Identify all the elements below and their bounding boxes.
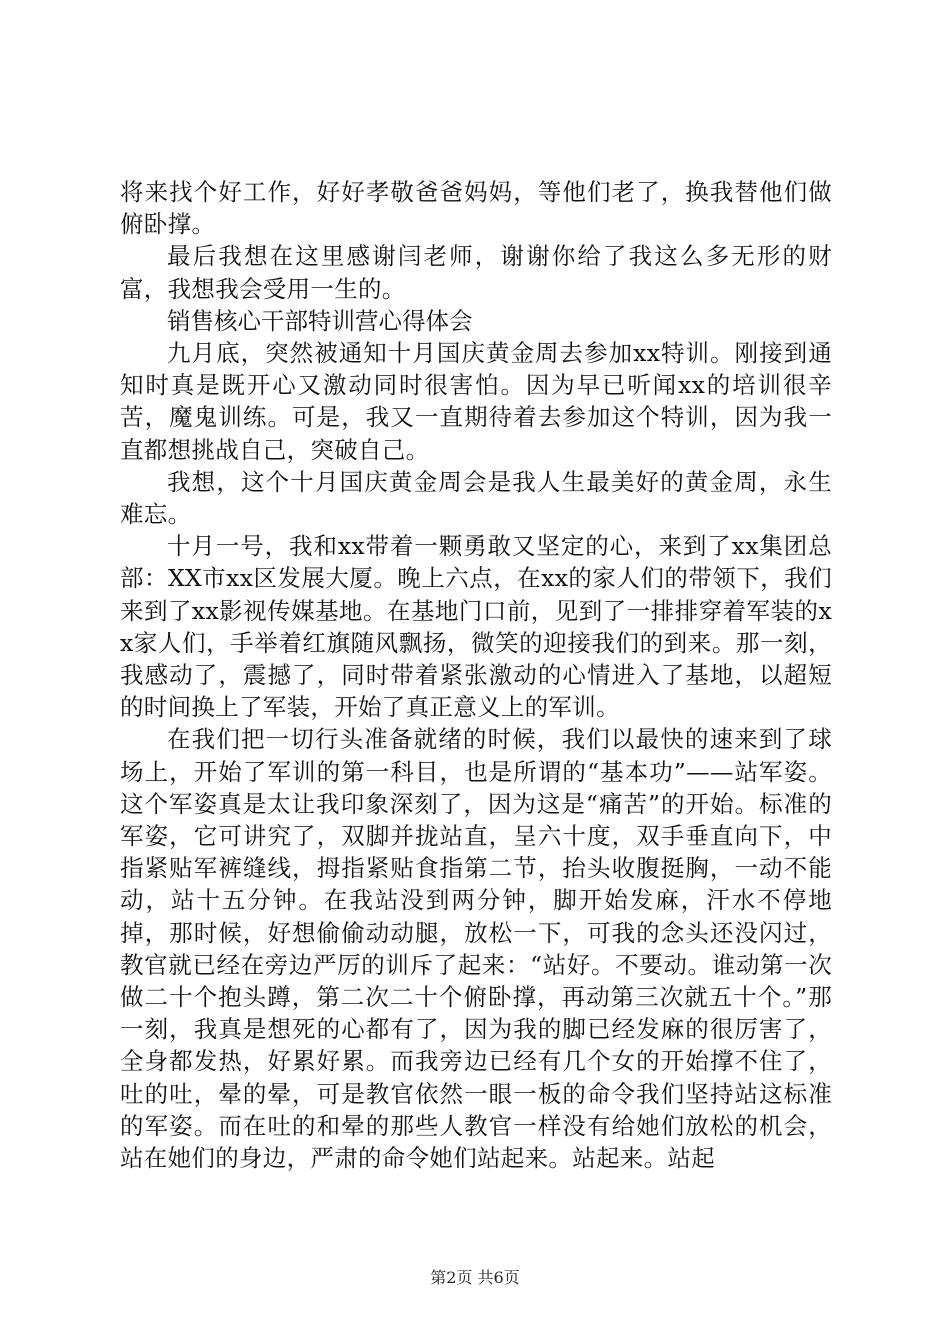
page-number-footer: 第2页 共6页 (430, 1268, 520, 1287)
paragraph-4: 我想，这个十月国庆黄金周会是我人生最美好的黄金周，永生难忘。 (120, 467, 832, 529)
paragraph-3: 九月底，突然被通知十月国庆黄金周去参加xx特训。刚接到通知时真是既开心又激动同时很害怕。因为早已听闻xx的培训很辛苦，魔鬼训练。可是，我又一直期待着去参加这个特训，因为我一直都想挑战自己，突破自己。 (120, 339, 832, 464)
document-body (120, 176, 832, 1174)
paragraph-6: 在我们把一切行头准备就绪的时候，我们以最快的速来到了球场上，开始了军训的第一科目，也是所谓的“基本功”——站军姿。这个军姿真是太让我印象深刻了，因为这是“痛苦”的开始。标准的军姿，它可讲究了，双脚并拢站直，呈六十度，双手垂直向下，中指紧贴军裤缝线，拇指紧贴食指第二节，抬头收腹挺胸，一动不能动，站十五分钟。在我站没到两分钟，脚开始发麻，汗水不停地掉，那时候，好想偷偷动动腿，放松一下，可我的念头还没闪过，教官就已经在旁边严厉的训斥了起来：“站好。不要动。谁动第一次做二十个抱头蹲，第二次二十个俯卧撑，再动第三次就五十个。”那一刻，我真是想死的心都有了，因为我的脚已经发麻的很厉害了，全身都发热，好累好累。而我旁边已经有几个女的开始撑不住了，吐的吐，晕的晕，可是教官依然一眼一板的命令我们坚持站这标准的军姿。而在吐的和晕的那些人教官一样没有给她们放松的机会，站在她们的身边，严肃的命令她们站起来。站起来。站起 (120, 725, 832, 1173)
paragraph-5: 十月一号，我和xx带着一颗勇敢又坚定的心，来到了xx集团总部：XX市xx区发展大厦。晚上六点，在xx的家人们的带领下，我们来到了xx影视传媒基地。在基地门口前，见到了一排排穿着军装的xx家人们，手举着红旗随风飘扬，微笑的迎接我们的到来。那一刻，我感动了，震撼了，同时带着紧张激动的心情进入了基地，以超短的时间换上了军装，开始了真正意义上的军训。 (120, 532, 832, 722)
section-heading: 销售核心干部特训营心得体会 (167, 306, 473, 335)
paragraph-1: 将来找个好工作，好好孝敬爸爸妈妈，等他们老了，换我替他们做俯卧撑。 (120, 178, 832, 239)
paragraph-2: 最后我想在这里感谢闫老师，谢谢你给了我这么多无形的财富，我想我会受用一生的。 (120, 242, 832, 303)
